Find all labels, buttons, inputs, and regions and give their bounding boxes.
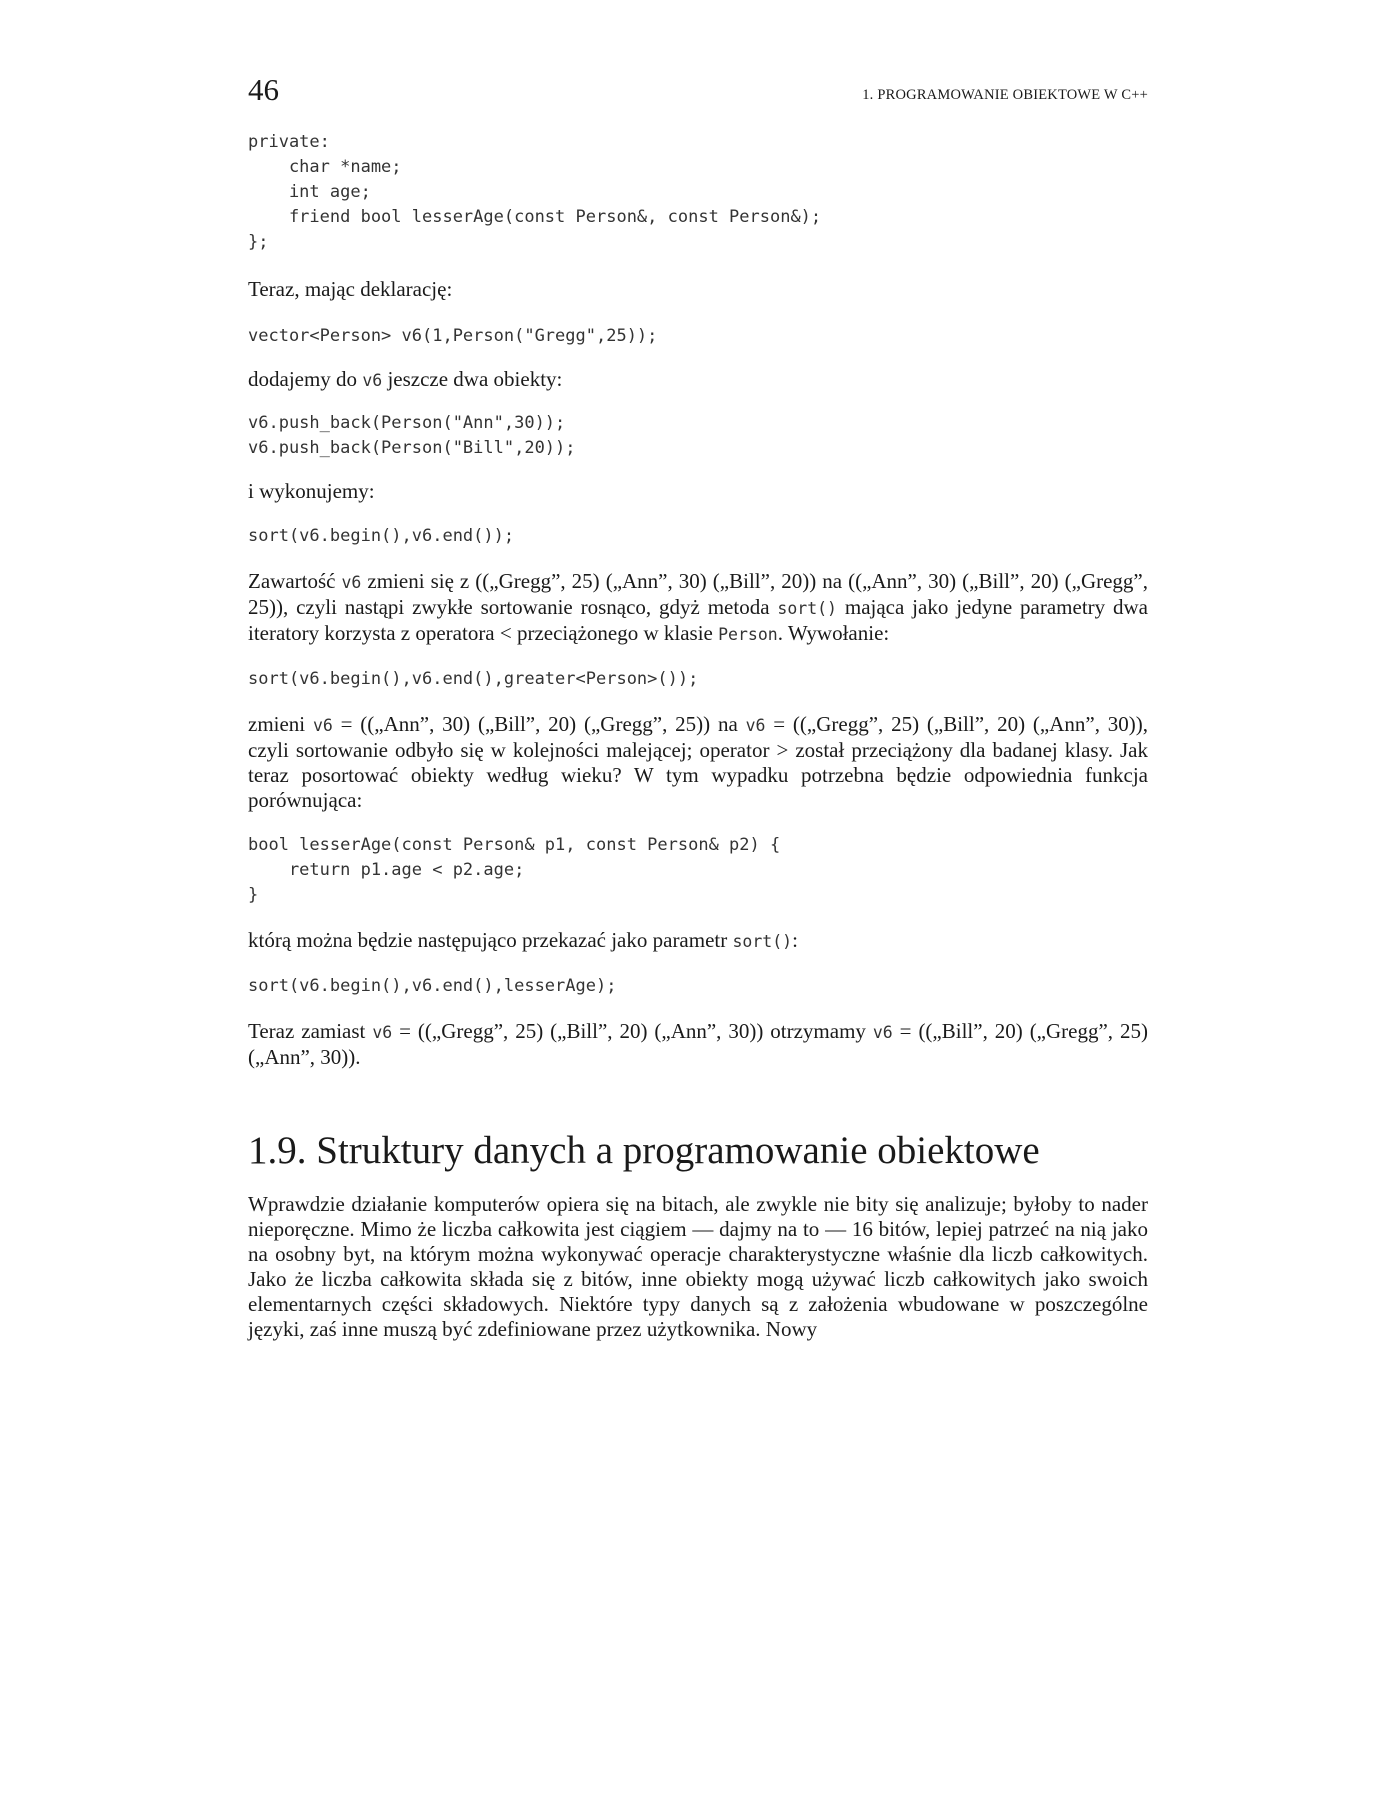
code-block-sort-lesser-age: sort(v6.begin(),v6.end(),lesserAge); — [248, 976, 617, 996]
code-block-lesser-age: bool lesserAge(const Person& p1, const Person& p2) { return p1.age < p2.age; } — [248, 835, 781, 905]
code-block-push-back: v6.push_back(Person("Ann",30)); v6.push_back(Person("Bill",20)); — [248, 413, 576, 458]
text-run: Zawartość — [248, 569, 342, 593]
inline-code: v6 — [341, 573, 362, 592]
page-number: 46 — [248, 72, 279, 107]
text-run: : — [792, 928, 798, 952]
text-run: . Wywołanie: — [777, 621, 890, 645]
code-block-class-private: private: char *name; int age; friend bool lesserAge(const Person&, const Person&); }; — [248, 132, 822, 252]
text-run: = ((„Bill”, 20) („Gregg”, 25) („Ann”, 30)). — [248, 1019, 1148, 1069]
paragraph-execute: i wykonujemy: — [248, 479, 375, 503]
text-run: jeszcze dwa obiekty: — [382, 367, 563, 391]
text-run: = ((„Ann”, 30) („Bill”, 20) („Gregg”, 25)) na — [332, 712, 746, 736]
inline-code: sort() — [777, 599, 837, 618]
inline-code: v6 — [745, 716, 766, 735]
inline-code: v6 — [372, 1023, 393, 1042]
text-run: zmieni się z ((„Gregg”, 25) („Ann”, 30) („Bill”, 20)) na ((„Ann”, 30) („Bill”, 20) („Gregg”, 25)), czyli nastąpi zwykłe sortowanie rosnąco, gdyż metoda — [248, 569, 1148, 619]
inline-code: Person — [718, 625, 778, 644]
text-run: = ((„Gregg”, 25) („Bill”, 20) („Ann”, 30)), czyli sortowanie odbyło się w kolejności malejącej; operator > został przeciążony dla badanej klasy. Jak teraz posortować obiekty według wieku? W tym wypadku potrzebna będzie odpowiednia funkcja porównująca: — [248, 712, 1148, 812]
section-heading: 1.9. Struktury danych a programowanie obiektowe — [248, 1129, 1040, 1172]
inline-code: sort() — [732, 932, 793, 951]
paragraph-add-objects — [248, 367, 1148, 393]
text-run: = ((„Gregg”, 25) („Bill”, 20) („Ann”, 30)) otrzymamy — [392, 1019, 873, 1043]
paragraph-pass-parameter — [248, 928, 1148, 954]
code-block-sort: sort(v6.begin(),v6.end()); — [248, 526, 515, 546]
paragraph-result — [248, 1019, 1148, 1070]
text-run: zmieni — [248, 712, 313, 736]
text-run: mająca jako jedyne parametry dwa iteratory korzysta z operatora < przeciążonego w klasie — [248, 595, 1148, 645]
code-block-vector-decl: vector<Person> v6(1,Person("Gregg",25)); — [248, 326, 658, 346]
text-run: Teraz zamiast — [248, 1019, 373, 1043]
paragraph-declaration-intro: Teraz, mając deklarację: — [248, 277, 453, 301]
running-head: 1. PROGRAMOWANIE OBIEKTOWE W C++ — [862, 87, 1148, 103]
code-block-sort-greater: sort(v6.begin(),v6.end(),greater<Person>()); — [248, 669, 699, 689]
text-run: dodajemy do — [248, 367, 363, 391]
page — [248, 70, 1148, 1342]
paragraph-sort-explanation — [248, 569, 1148, 647]
paragraph-descending-explanation — [248, 712, 1148, 813]
inline-code: v6 — [872, 1023, 893, 1042]
inline-code: v6 — [312, 716, 333, 735]
inline-code: v6 — [362, 371, 383, 390]
text-run: którą można będzie następująco przekazać jako parametr — [248, 928, 733, 952]
page-header — [248, 70, 1148, 114]
paragraph-data-structures: Wprawdzie działanie komputerów opiera się na bitach, ale zwykle nie bity się analizuje; byłoby to nader nieporęczne. Mimo że liczba całkowita jest ciągiem — dajmy na to — 16 bitów, lepiej patrzeć na nią jako na osobny byt, na którym można wykonywać operacje charakterystyczne właśnie dla liczb całkowitych. Jako że liczba całkowita składa się z bitów, inne obiekty mogą używać liczb całkowitych jako swoich elementarnych części składowych. Niektóre typy danych są z założenia wbudowane w poszczególne języki, zaś inne muszą być zdefiniowane przez użytkownika. Nowy — [248, 1192, 1148, 1341]
